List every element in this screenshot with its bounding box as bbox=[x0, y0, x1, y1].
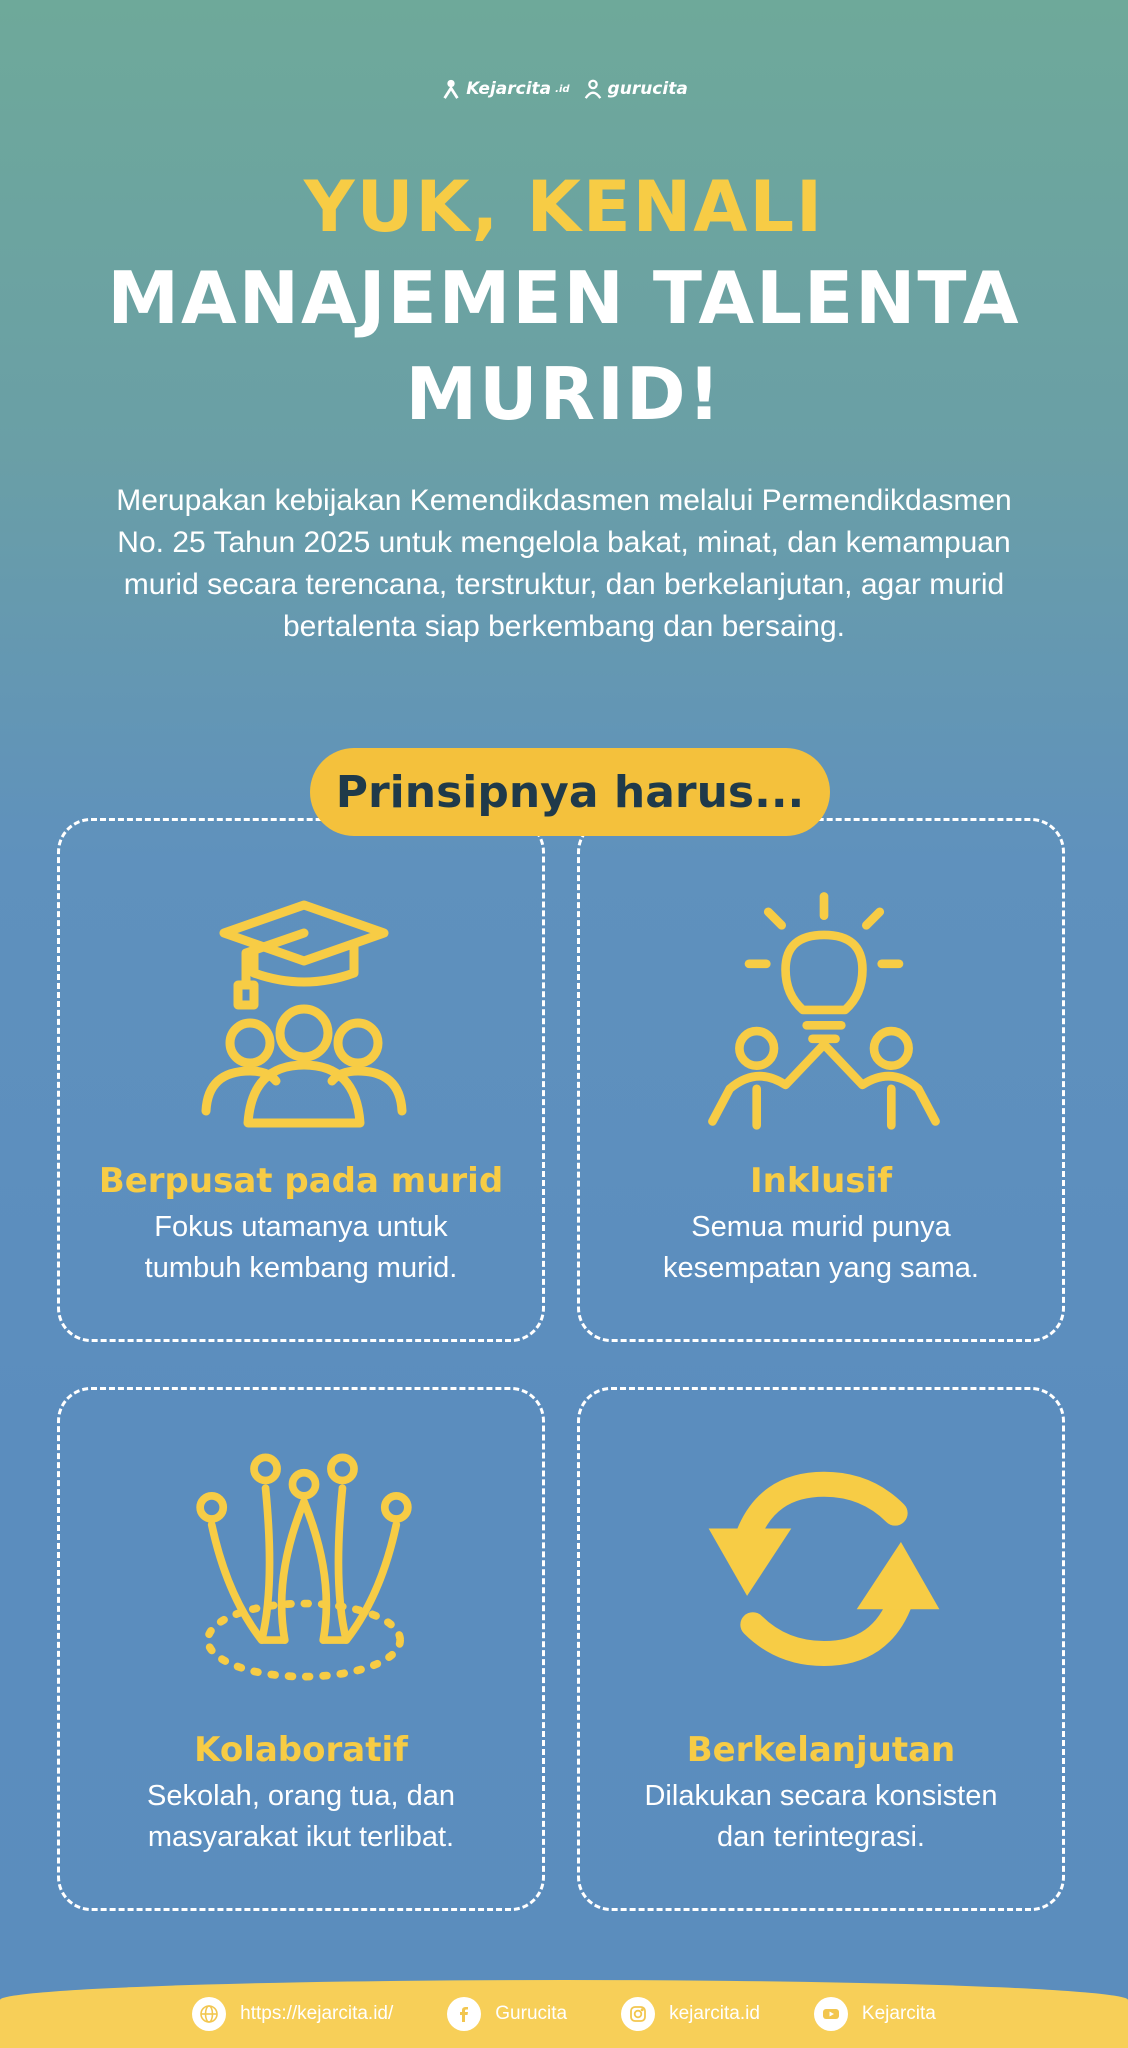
principle-title: Kolaboratif bbox=[194, 1730, 408, 1770]
kejarcita-mark-icon bbox=[440, 78, 462, 100]
lightbulb-people-icon bbox=[684, 883, 964, 1133]
title-line-3: MURID! bbox=[405, 352, 723, 436]
principle-desc-line-2: masyarakat ikut terlibat. bbox=[147, 1821, 455, 1853]
intro-paragraph: Merupakan kebijakan Kemendikdasmen melalui Permendikdasmen No. 25 Tahun 2025 untuk mengelola bakat, minat, dan kemampuan murid secara terencana, terstruktur, dan berkelanjutan, agar murid bertalenta siap berkembang dan bersaing. bbox=[116, 484, 1012, 643]
principle-desc-line-1: Sekolah, orang tua, dan bbox=[147, 1780, 455, 1812]
footer-bar bbox=[0, 1980, 1128, 2048]
principle-desc-line-2: kesempatan yang sama. bbox=[663, 1252, 979, 1284]
footer-website-label: https://kejarcita.id/ bbox=[240, 2003, 394, 2024]
gurucita-logo bbox=[582, 78, 688, 100]
principle-desc-line-1: Fokus utamanya untuk bbox=[154, 1211, 448, 1243]
facebook-icon bbox=[447, 1997, 481, 2031]
footer-youtube-label: Kejarcita bbox=[861, 2003, 936, 2024]
principle-title: Berpusat pada murid bbox=[98, 1161, 504, 1201]
graduation-cap-students-icon bbox=[164, 893, 444, 1143]
globe-icon bbox=[192, 1997, 226, 2031]
footer-facebook-link[interactable] bbox=[447, 1997, 567, 2031]
group-circle-icon bbox=[164, 1442, 444, 1692]
footer-facebook-label: Gurucita bbox=[495, 2003, 568, 2024]
youtube-icon bbox=[814, 1997, 848, 2031]
header-logos bbox=[0, 78, 1128, 100]
principle-card-inclusive bbox=[577, 818, 1065, 1342]
principle-desc-line-2: tumbuh kembang murid. bbox=[144, 1252, 458, 1284]
footer-website-link[interactable] bbox=[192, 1997, 393, 2031]
principle-card-student-centered bbox=[57, 818, 545, 1342]
title-line-2: MANAJEMEN TALENTA bbox=[107, 256, 1021, 340]
principle-title: Inklusif bbox=[749, 1161, 892, 1201]
principles-label: Prinsipnya harus... bbox=[310, 748, 830, 836]
gurucita-logo-text: gurucita bbox=[607, 79, 688, 99]
principle-card-sustainable bbox=[577, 1387, 1065, 1911]
kejarcita-logo bbox=[440, 78, 569, 100]
footer-instagram-label: kejarcita.id bbox=[669, 2003, 760, 2024]
refresh-cycle-icon bbox=[684, 1442, 964, 1692]
principle-desc-line-1: Dilakukan secara konsisten bbox=[644, 1780, 998, 1812]
principle-desc-line-2: dan terintegrasi. bbox=[717, 1821, 925, 1853]
gurucita-mark-icon bbox=[582, 78, 604, 100]
kejarcita-logo-text: Kejarcita bbox=[466, 79, 552, 99]
kejarcita-logo-suffix: .id bbox=[555, 83, 570, 95]
principle-title: Berkelanjutan bbox=[686, 1730, 956, 1770]
principle-card-collaborative bbox=[57, 1387, 545, 1911]
title-line-1: YUK, KENALI bbox=[303, 166, 825, 248]
footer-youtube-link[interactable] bbox=[814, 1997, 936, 2031]
footer-instagram-link[interactable] bbox=[621, 1997, 760, 2031]
instagram-icon bbox=[621, 1997, 655, 2031]
principle-desc-line-1: Semua murid punya bbox=[691, 1211, 951, 1243]
